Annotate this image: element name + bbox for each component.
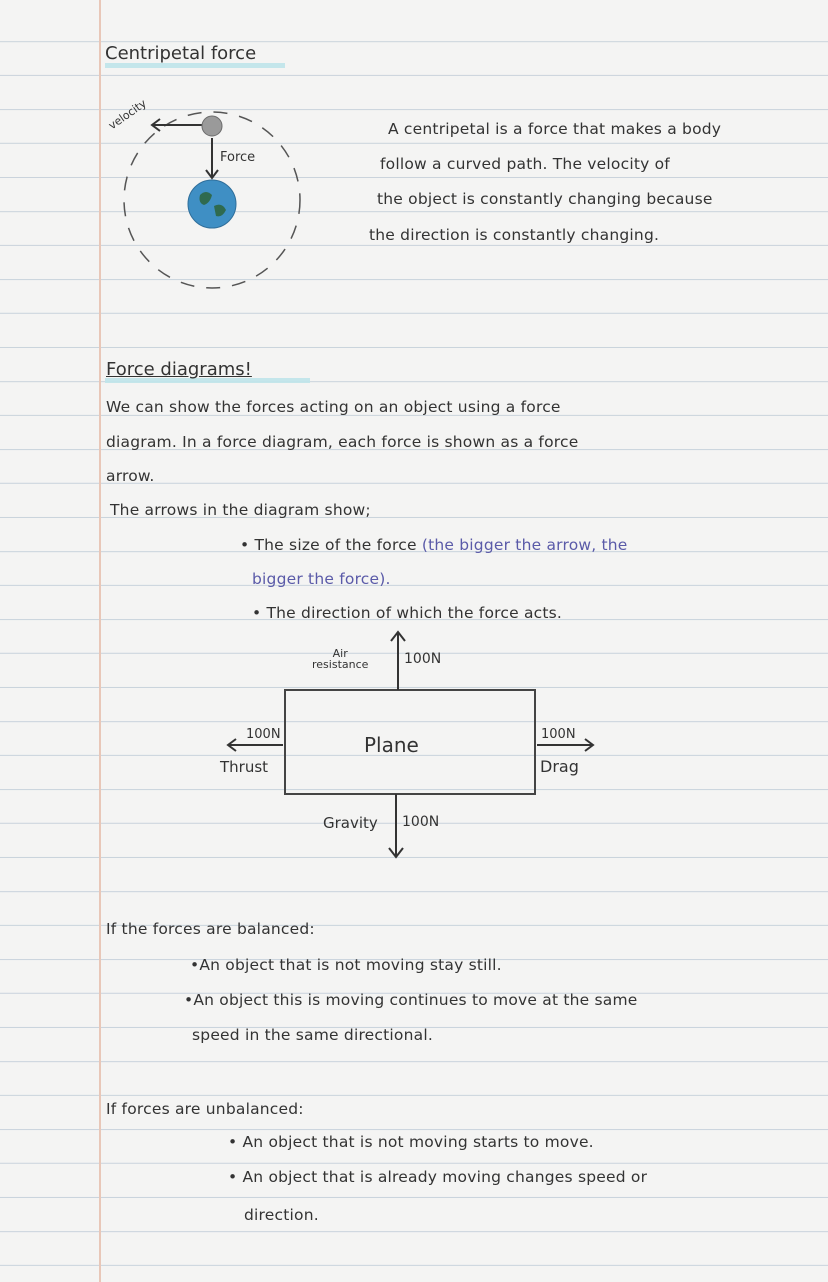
air-label-1: Air bbox=[332, 647, 348, 660]
air-label-2: resistance bbox=[312, 658, 369, 671]
gravity-label: Gravity bbox=[323, 814, 378, 832]
balanced-heading: If the forces are balanced: bbox=[106, 920, 315, 938]
earth-icon bbox=[188, 180, 236, 228]
plane-label: Plane bbox=[364, 733, 419, 757]
unbalanced-bullet-2-text: An object that is already moving changes speed or bbox=[242, 1168, 648, 1186]
bullet-direction-text: The direction of which the force acts. bbox=[266, 604, 563, 622]
centripetal-line-3: the object is constantly changing because bbox=[377, 190, 713, 208]
orbiting-object bbox=[202, 116, 222, 136]
unbalanced-bullet-2: • An object that is already moving changes speed or bbox=[228, 1168, 648, 1186]
unbalanced-heading: If forces are unbalanced: bbox=[106, 1100, 304, 1118]
bullet-direction: • The direction of which the force acts. bbox=[252, 604, 563, 622]
thrust-label: Thrust bbox=[220, 758, 269, 776]
balanced-bullet-2: •An object this is moving continues to move at the same bbox=[184, 991, 638, 1009]
force-diagrams-heading: Force diagrams! bbox=[106, 359, 252, 380]
drag-label: Drag bbox=[540, 757, 579, 776]
balanced-bullet-1-text: An object that is not moving stay still. bbox=[199, 956, 502, 974]
page-title: Centripetal force bbox=[105, 43, 257, 64]
air-resistance-value: 100N bbox=[404, 651, 442, 667]
balanced-bullet-1: •An object that is not moving stay still. bbox=[190, 956, 502, 974]
unbalanced-bullet-1: • An object that is not moving starts to move. bbox=[228, 1133, 594, 1151]
centripetal-line-2: follow a curved path. The velocity of bbox=[380, 155, 670, 173]
force-label: Force bbox=[220, 150, 256, 165]
unbalanced-bullet-1-text: An object that is not moving starts to move. bbox=[242, 1133, 594, 1151]
centripetal-line-4: the direction is constantly changing. bbox=[369, 226, 660, 244]
velocity-label: velocity bbox=[106, 96, 149, 133]
air-resistance-label bbox=[312, 648, 368, 670]
bullet-size-note: (the bigger the arrow, the bbox=[421, 536, 628, 554]
drag-value: 100N bbox=[541, 727, 576, 742]
gravity-value: 100N bbox=[402, 814, 440, 830]
intro-line-2: diagram. In a force diagram, each force is shown as a force bbox=[106, 433, 579, 451]
intro-line-3: arrow. bbox=[106, 467, 155, 485]
centripetal-line-1: A centripetal is a force that makes a body bbox=[388, 120, 722, 138]
balanced-bullet-2-text: An object this is moving continues to move at the same bbox=[193, 991, 638, 1009]
bullet-size: • The size of the force (the bigger the arrow, the bbox=[240, 536, 628, 554]
arrows-intro: The arrows in the diagram show; bbox=[110, 501, 371, 519]
thrust-value: 100N bbox=[246, 727, 281, 742]
balanced-bullet-2b: speed in the same directional. bbox=[192, 1026, 433, 1044]
intro-line-1: We can show the forces acting on an object using a force bbox=[106, 398, 561, 416]
bullet-size-text: The size of the force bbox=[254, 536, 417, 554]
unbalanced-bullet-2b: direction. bbox=[244, 1206, 319, 1224]
bullet-size-note-2: bigger the force). bbox=[252, 570, 391, 588]
